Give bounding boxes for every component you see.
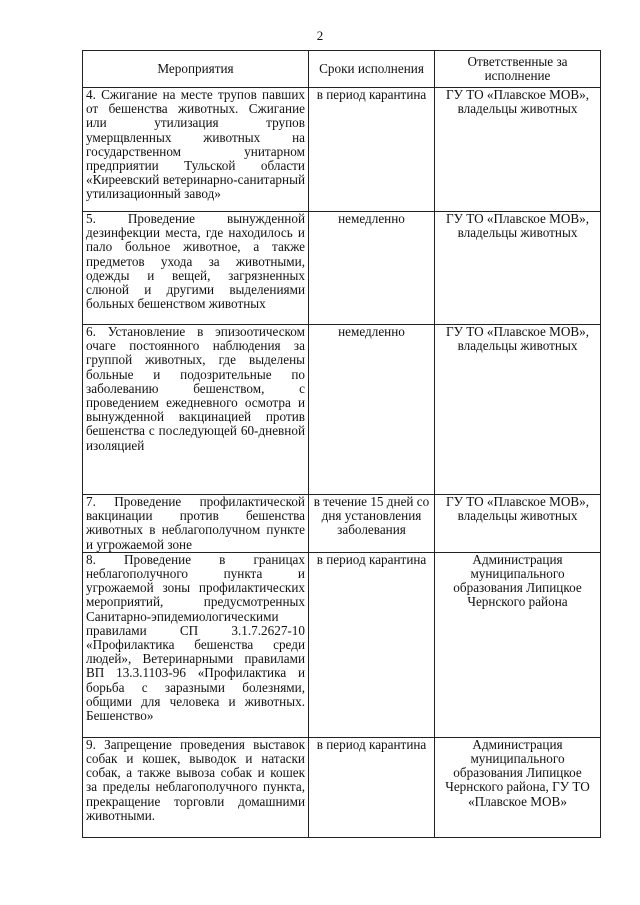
table-row: [83, 325, 601, 495]
header-responsible: Ответственные за исполнение: [435, 51, 601, 88]
table-row: [83, 552, 601, 737]
measure-cell: 8. Проведение в границах неблагополучного пункта и угрожаемой зоны профилактических мероприятий, предусмотренных Санитарно-эпидемиологическими правилами СП 3.1.7.2627-10 «Профилактика бешенства среди людей», Ветеринарными правилами ВП 13.3.1103-96 «Профилактика и борьба с заразными болезнями, общими для человека и животных. Бешенство»: [83, 552, 309, 737]
measure-cell: 7. Проведение профилактической вакцинации против бешенства животных в неблагополучном пункте и угрожаемой зоне: [83, 495, 309, 553]
measure-cell: 4. Сжигание на месте трупов павших от бешенства животных. Сжигание или утилизация трупов умерщвленных животных на государственном унитарном предприятии Тульской области «Киреевский ветеринарно-санитарный утилизационный завод»: [83, 88, 309, 212]
responsible-cell: ГУ ТО «Плавское МОВ», владельцы животных: [435, 325, 601, 495]
deadline-cell: в период карантина: [309, 88, 435, 212]
measures-table: [82, 50, 601, 838]
responsible-cell: Администрация муниципального образования Липицкое Чернского района: [435, 552, 601, 737]
responsible-cell: Администрация муниципального образования Липицкое Чернского района, ГУ ТО «Плавское МОВ»: [435, 737, 601, 837]
deadline-cell: в период карантина: [309, 737, 435, 837]
table-row: [83, 88, 601, 212]
measure-cell: 5. Проведение вынужденной дезинфекции места, где находилось и пало больное животное, а также предметов ухода за животными, одежды и вещей, загрязненных слюной и другими выделениями больных бешенством животных: [83, 212, 309, 325]
deadline-cell: немедленно: [309, 212, 435, 325]
table-row: [83, 737, 601, 837]
measure-cell: 6. Установление в эпизоотическом очаге постоянного наблюдения за группой животных, где выделены больные и подозрительные по заболеванию бешенством, с проведением ежедневного осмотра и вынужденной вакцинацией против бешенства с последующей 60-дневной изоляцией: [83, 325, 309, 495]
header-measures: Мероприятия: [83, 51, 309, 88]
header-deadline: Сроки исполнения: [309, 51, 435, 88]
deadline-cell: в период карантина: [309, 552, 435, 737]
table-row: [83, 495, 601, 553]
table-row: [83, 212, 601, 325]
responsible-cell: ГУ ТО «Плавское МОВ», владельцы животных: [435, 212, 601, 325]
measure-cell: 9. Запрещение проведения выставок собак и кошек, выводок и натаски собак, а также вывоза собак и кошек за пределы неблагополучного пункта, прекращение торговли домашними животными.: [83, 737, 309, 837]
deadline-cell: в течение 15 дней со дня установления заболевания: [309, 495, 435, 553]
deadline-cell: немедленно: [309, 325, 435, 495]
table-header-row: [83, 51, 601, 88]
responsible-cell: ГУ ТО «Плавское МОВ», владельцы животных: [435, 495, 601, 553]
page-number: 2: [316, 28, 324, 43]
responsible-cell: ГУ ТО «Плавское МОВ», владельцы животных: [435, 88, 601, 212]
